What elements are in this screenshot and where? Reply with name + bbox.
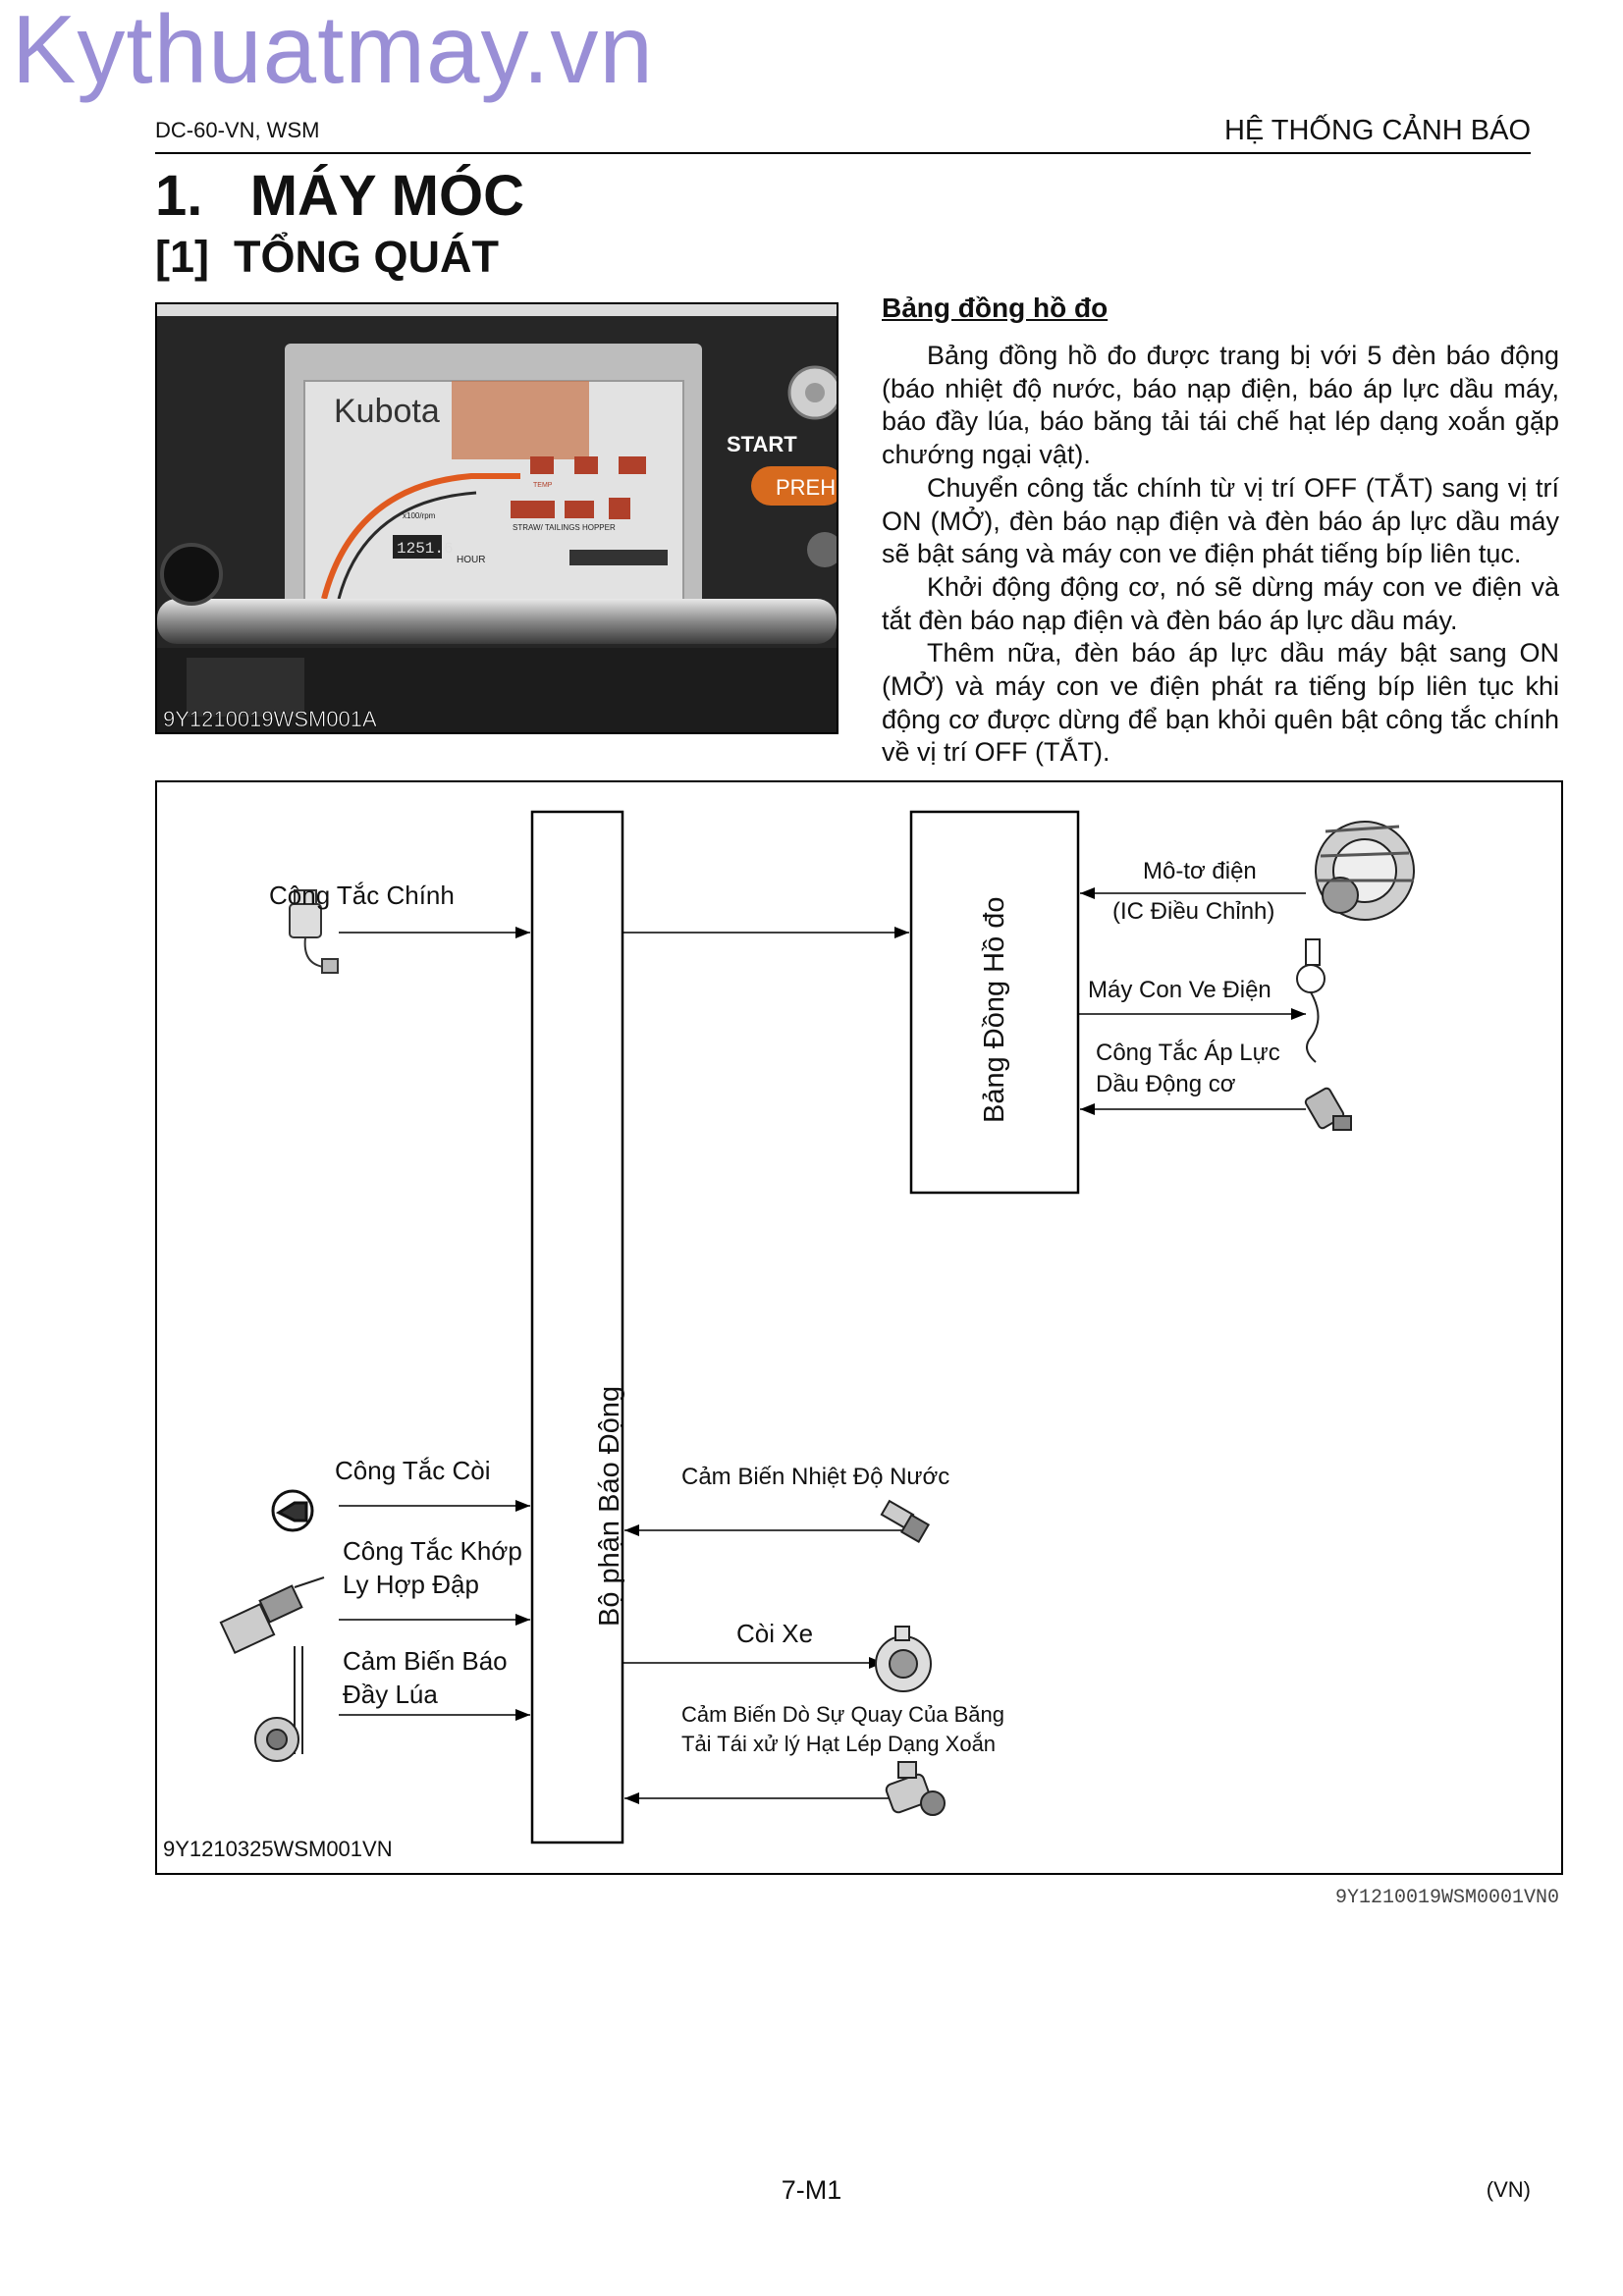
label-auger-line1: Cảm Biến Dò Sự Quay Của Băng [681, 1702, 1005, 1727]
label-horn-switch: Công Tắc Còi [335, 1456, 491, 1485]
alarm-unit-box [532, 812, 622, 1842]
label-alternator-line2: (IC Điều Chỉnh) [1112, 898, 1275, 925]
photo-start-label: START [727, 432, 797, 456]
photo-temp-label: TEMP [533, 482, 553, 489]
label-meter-panel: Bảng Đồng Hồ đo [979, 896, 1010, 1123]
water-temp-sensor-icon [882, 1501, 929, 1542]
photo-hour-value: 1251.6 [397, 540, 454, 558]
photo-rpm-label: x100/rpm [403, 511, 436, 520]
reference-code: 9Y1210019WSM0001VN0 [1334, 1887, 1559, 1909]
label-main-switch: Công Tắc Chính [269, 881, 455, 910]
photo-preheat-label: PREH [776, 475, 837, 500]
meter-panel-photo [155, 302, 839, 734]
paragraph: Thêm nữa, đèn báo áp lực dầu máy bật sang ON (MỞ) và máy con ve điện phát ra tiếng bíp liên tục khi động cơ được dừng để bạn khỏi quên bật công tắc chính về vị trí OFF (TẮT). [882, 638, 1559, 768]
auger-rotation-sensor-icon [885, 1762, 945, 1815]
paragraph: Khởi động động cơ, nó sẽ dừng máy con ve điện và tắt đèn báo nạp điện và đèn báo áp lực dầu máy. [882, 571, 1559, 635]
page-number: 7-M1 [781, 2175, 842, 2205]
language-tag: (VN) [1486, 2177, 1531, 2202]
photo-hour-label: HOUR [457, 555, 486, 565]
warning-system-diagram [155, 780, 1563, 1875]
label-oil-switch-line2: Dầu Động cơ [1096, 1071, 1236, 1097]
buzzer-icon [1297, 939, 1325, 1062]
watermark: Kythuatmay.vn [12, 0, 654, 103]
label-horn: Còi Xe [736, 1619, 814, 1648]
photo-brand: Kubota [334, 393, 440, 430]
section-body [882, 340, 1559, 770]
alternator-icon [1316, 822, 1414, 920]
label-oil-switch-line1: Công Tắc Áp Lực [1096, 1040, 1280, 1066]
label-buzzer: Máy Con Ve Điện [1088, 977, 1271, 1003]
thresher-clutch-switch-icon [221, 1577, 324, 1653]
heading-level-2: [1] TỔNG QUÁT [155, 232, 499, 282]
photo-caption: 9Y1210019WSM001A [163, 707, 377, 731]
label-alarm-unit: Bộ phận Báo Động [594, 1385, 625, 1627]
header-doc-code: DC-60-VN, WSM [155, 118, 320, 142]
label-alternator-line1: Mô-tơ điện [1143, 858, 1257, 884]
label-grain-line1: Cảm Biến Báo [343, 1646, 508, 1676]
label-thresher-line1: Công Tắc Khớp [343, 1536, 522, 1566]
photo-hopper-label: STRAW/ TAILINGS HOPPER [513, 523, 616, 532]
horn-icon [876, 1627, 931, 1691]
heading-level-1: 1. MÁY MÓC [155, 164, 524, 228]
meter-panel-illustration [157, 304, 837, 732]
grain-full-sensor-icon [255, 1646, 302, 1761]
label-grain-line2: Đầy Lúa [343, 1680, 438, 1709]
label-thresher-line2: Ly Hợp Đập [343, 1570, 479, 1599]
label-auger-line2: Tải Tái xử lý Hạt Lép Dạng Xoắn [681, 1732, 997, 1756]
header-rule [155, 152, 1531, 154]
diagram-caption: 9Y1210325WSM001VN [163, 1837, 393, 1861]
paragraph: Bảng đồng hồ đo được trang bị với 5 đèn báo động (báo nhiệt độ nước, báo nạp điện, báo áp lực dầu máy, báo đầy lúa, báo băng tải tái chế hạt lép dạng xoắn gặp chướng ngại vật). [882, 341, 1559, 470]
section-title: Bảng đồng hồ đo [882, 293, 1109, 323]
horn-switch-icon [273, 1491, 312, 1530]
label-water-temp: Cảm Biến Nhiệt Độ Nước [681, 1464, 950, 1490]
header-chapter-title: HỆ THỐNG CẢNH BÁO [1223, 115, 1531, 146]
oil-pressure-switch-icon [1304, 1087, 1351, 1130]
paragraph: Chuyển công tắc chính từ vị trí OFF (TẮT) sang vị trí ON (MỞ), đèn báo nạp điện và đèn báo áp lực dầu máy sẽ bật sáng và máy con ve điện phát tiếng bíp liên tục. [882, 472, 1559, 569]
